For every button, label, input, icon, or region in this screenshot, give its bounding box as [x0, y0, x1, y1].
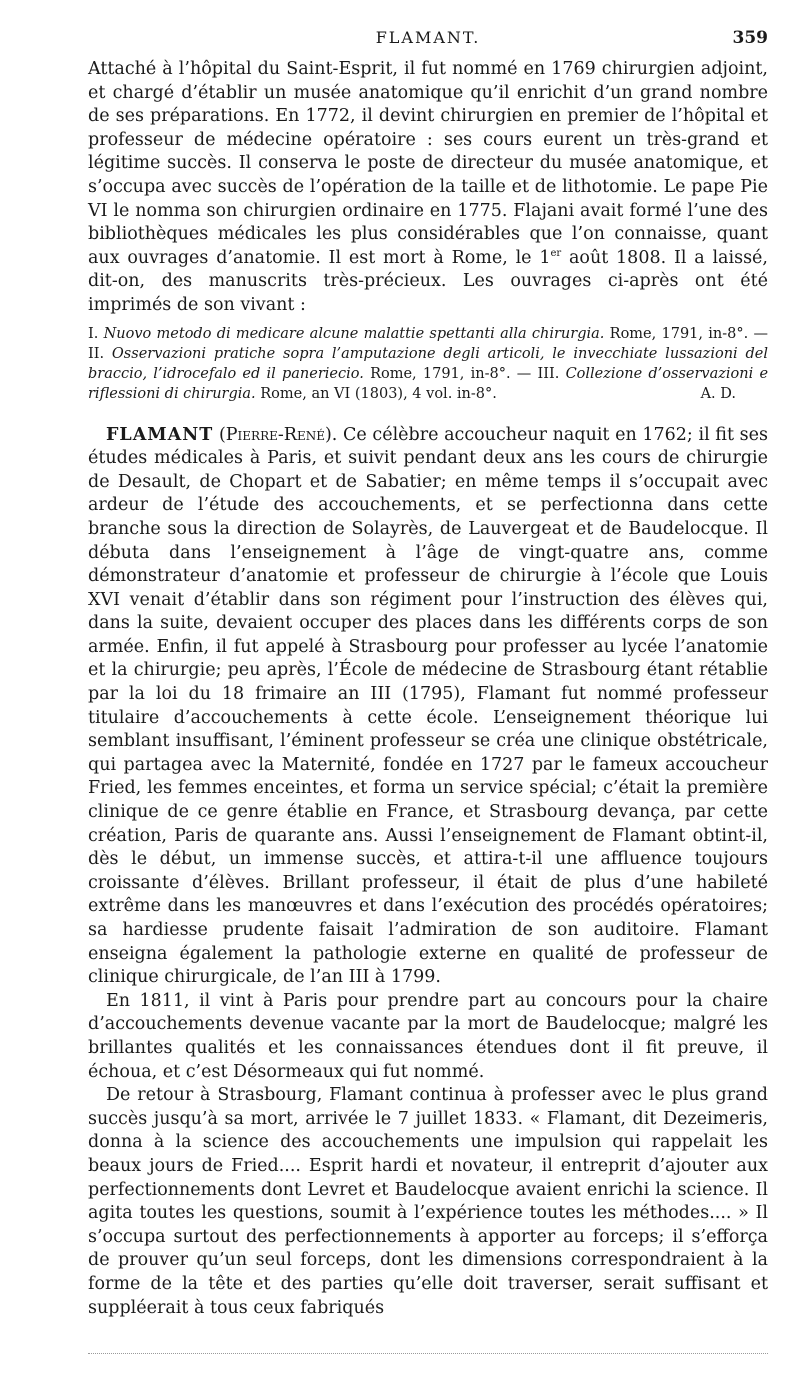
entry-headword: FLAMANT — [106, 424, 214, 445]
date-day: 1 — [539, 247, 551, 268]
previous-entry-text-end: août 1808. Il a laissé, dit-on, des manuscrits très-précieux. Les ouvrages ci-après ont été imprimés de son vivant : — [88, 247, 768, 315]
bibliography — [88, 324, 768, 404]
work-1-publication: Rome, 1791, in-8°. — — [609, 325, 768, 342]
work-1-number: I. — [88, 325, 99, 342]
page-number: 359 — [732, 28, 768, 48]
work-1-title: Nuovo metodo di medicare alcune malattie spettanti alla chirurgia. — [103, 325, 605, 342]
previous-entry-text: Attaché à l’hôpital du Saint-Esprit, il fut nommé en 1769 chirurgien adjoint, et chargé d’établir un musée anatomique qu’il enrichit d’un grand nombre de ses préparations. En 1772, il devint chirurgien en premier de l’hôpital et professeur de médecine opératoire : ses cours eurent un très-grand et légitime succès. Il conserva le poste de directeur du musée anatomique, et s’occupa avec succès de l’opération de la taille et de lithotomie. Le pape Pie VI le nomma son chirurgien ordinaire en 1775. Flajani avait formé l’une des bibliothèques médicales les plus considérables que l’on connaisse, quant aux ouvrages d’anatomie. Il est mort à Rome, le — [88, 59, 768, 268]
work-3-title: Collezione d’osservazioni e riflessioni di chirurgia. — [88, 365, 769, 402]
work-3-publication: Rome, an VI (1803), 4 vol. in-8°. — [260, 385, 497, 402]
entry-paragraph-1-text: Ce célèbre accoucheur naquit en 1762; il fit ses études médicales à Paris, et suivit pendant deux ans les cours de chirurgie de Desault, de Chopart et de Sabatier; en même temps il s’occupait avec ardeur de l’étude des accouchements, et se perfectionna dans cette branche sous la direction de Solayrès, de Lauvergeat et de Baudelocque. Il débuta dans l’enseignement à l’âge de vingt-quatre ans, comme démonstrateur d’anatomie et professeur de chirurgie à l’école que Louis XVI venait d’établir dans son régiment pour l’instruction des élèves qui, dans la suite, devaient occuper des places dans les différents corps de son armée. Enfin, il fut appelé à Strasbourg pour professer au lycée l’anatomie et la chirurgie; peu après, l’École de médecine de Strasbourg étant rétablie par la loi du 18 frimaire an III (1795), Flamant fut nommé professeur titulaire d’accouchements à cette école. L’enseignement théorique lui semblant insuffisant, l’éminent professeur se créa une clinique obstétricale, qui partagea avec la Maternité, fondée en 1727 par le fameux accoucheur Fried, les femmes enceintes, et forma un service spécial; c’était la première clinique de ce genre établie en France, et Strasbourg devança, par cette création, Paris de quarante ans. Aussi l’enseignement de Flamant obtint-il, dès le début, un immense succès, et attira-t-il une affluence toujours croissante d’élèves. Brillant professeur, il était de plus d’une habileté extrême dans les manœuvres et dans l’exécution des procédés opératoires; sa hardiesse prudente faisait l’admiration de son auditoire. Flamant enseigna également la pathologie externe en qualité de professeur de clinique chirurgicale, de l’an III à 1799. — [88, 424, 768, 988]
work-2-number: II. — [88, 345, 105, 362]
bottom-rule — [88, 1353, 768, 1354]
name-open-paren: ( — [218, 424, 226, 445]
work-2-publication: Rome, 1791, in-8°. — — [370, 365, 532, 382]
work-3-number: III. — [537, 365, 560, 382]
work-2-title: Osservazioni pratiche sopra l’amputazione degli articoli, le invecchiate lussazioni del braccio, l’idrocefalo ed il paneriecio. — [88, 345, 769, 382]
previous-entry-paragraph — [88, 58, 768, 318]
running-title: FLAMANT. — [375, 28, 481, 47]
entry-first-paragraph — [88, 424, 768, 990]
author-signature: A. D. — [700, 385, 736, 402]
name-close-paren: ). — [324, 424, 338, 445]
page-header — [88, 28, 768, 54]
entry-paragraph-3: De retour à Strasbourg, Flamant continua à professer avec le plus grand succès jusqu’à sa mort, arrivée le 7 juillet 1833. « Flamant, dit Dezeimeris, donna à la science des accouchements une impulsion qui rappelait les beaux jours de Fried.... Esprit hardi et novateur, il entreprit d’ajouter aux perfectionnements dont Levret et Baudelocque avaient enrichi la science. Il agita toutes les questions, soumit à l’expérience toutes les méthodes.... » Il s’occupa surtout des perfectionnements à apporter au forceps; il s’efforça de prouver qu’un seul forceps, dont les dimensions correspondraient à la forme de la tête et des parties qu’elle doit traverser, serait suffisant et suppléerait à tous ceux fabriqués — [88, 1085, 768, 1318]
date-superscript: er — [550, 247, 562, 259]
main-text — [88, 58, 768, 1320]
entry-given-name: Pierre-René — [225, 424, 325, 445]
entry-paragraph-2: En 1811, il vint à Paris pour prendre part au concours pour la chaire d’accouchements devenue vacante par la mort de Baudelocque; malgré les brillantes qualités et les connaissances étendues dont il fit preuve, il échoua, et c’est Désormeaux qui fut nommé. — [88, 990, 768, 1082]
